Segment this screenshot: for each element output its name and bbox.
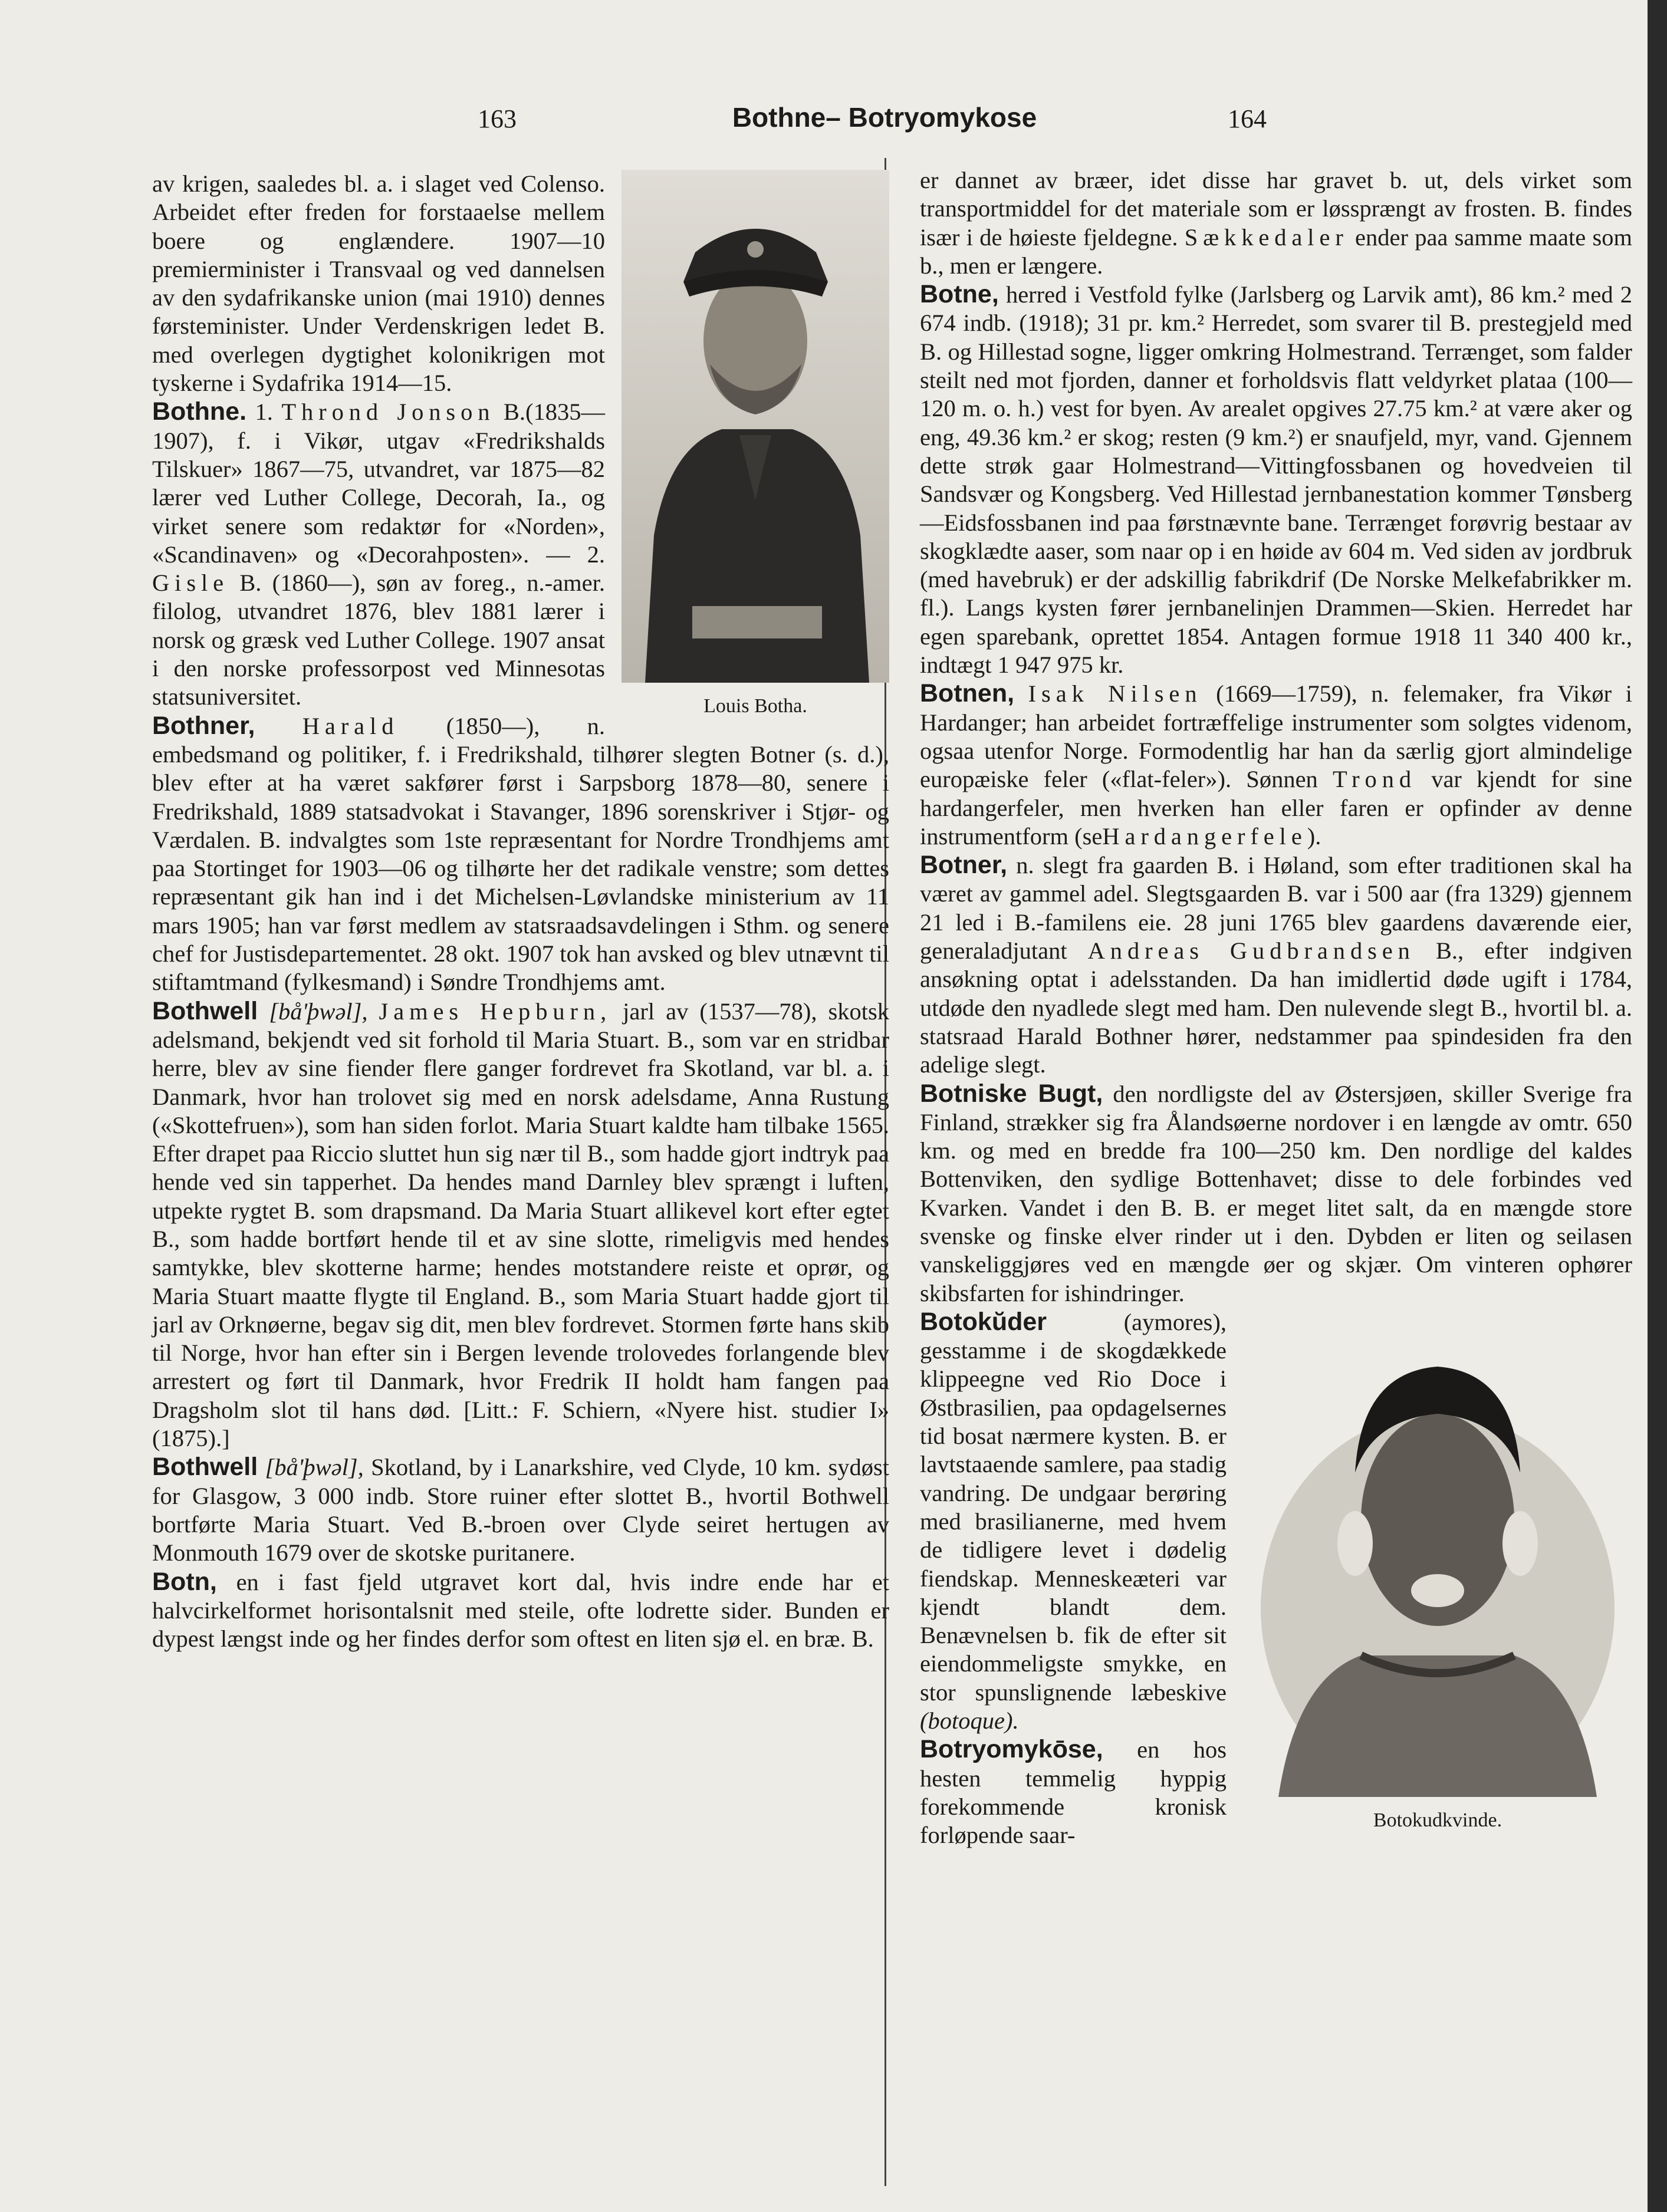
spaced-name: Harald — [302, 712, 399, 739]
entry-headword: Botniske Bugt, — [920, 1079, 1103, 1108]
spaced-name: James Hepburn, — [379, 998, 612, 1025]
entry-botner: Botner, n. slegt fra gaarden B. i Høland, som efter traditionen skal ha været av gammel adel. Slegtsgaarden B. var i 500 aar (fra 1329) gjennem 21 led i B.-familens eie. 28 juni 1765 blev gaardens daværende eier, generaladjutant Andreas Gudbrandsen B., efter indgiven ansøkning optat i adelsstanden. Da han imidlertid døde ugift i 1784, utdøde den nyadlede slegt med ham. Den nulevende slegt B., hvortil bl. a. statsraad Harald Bothner hører, nedstammer paa spindesiden fra den adelige slegt. — [920, 851, 1633, 1078]
spaced-term: Sækkedaler — [1184, 223, 1349, 251]
figure-louis-botha — [622, 170, 889, 719]
spaced-name: Gisle — [152, 570, 229, 597]
entry-botniske-bugt: Botniske Bugt, den nordligste del av Østersjøen, skiller Sverige fra Finland, strækker sig fra Ålandsøerne nordover i en længde av omtr. 650 km. og med en bredde fra 100—250 km. Den nordlige del kaldes Bottenviken, den sydlige Bottenhavet; disse to dele forbindes ved Kvarken. Vandet i den B. B. er meget litet salt, da en mængde store svenske og finske elver rinder ut i den. Dybden er liten og seilasen vanskeliggjøres ved en mængde øer og skjær. Om vinteren ophører skibsfarten for ishindringer. — [920, 1079, 1632, 1306]
entry-botnen: Botnen, Isak Nilsen (1669—1759), n. felemaker, fra Vikør i Hardanger; han arbeidet fortræffelige instrumenter som solgtes videnom, ogsaa utenfor Norge. Formodentlig har han da særlig gjort almindelige europæiske feler («flat-feler»). Sønnen Trond var kjendt for sine hardangerfeler, men hverken han eller faren er opfinder av denne instrumentform (seHardangerfele). — [920, 679, 1633, 850]
entry-bothne: Bothne. 1. Thrond Jonson B.(1835—1907), f. i Vikør, utgav «Fredrikshalds Tilskuer» 1867—75, utvandret, var 1875—82 lærer ved Luther College, Decorah, Ia., og virket senere som redaktør for «Norden», «Scandinaven» og «Decorahposten». — 2. Gisle B. (1860—), søn av foreg., n.-amer. filolog, utvandret 1876, blev 1881 lærer i norsk og græsk ved Luther College. 1907 ansat i den norske professorpost ved Minnesotas statsuniversitet. — [152, 397, 606, 710]
entry-headword: Bothne. — [152, 397, 247, 426]
entry-continuation: av krigen, saaledes bl. a. i slaget ved Colenso. Arbeidet efter freden for forstaaelse mellem boere og englændere. 1907—10 premierminister i Transvaal og ved dannelsen av den sydafrikanske union (mai 1910) dennes førsteminister. Under Verdenskrigen ledet B. med overlegen dygtighet kolonikrigen mot tyskerne i Sydafrika 1914—15. — [152, 170, 605, 397]
spaced-name: Trond — [1332, 766, 1417, 793]
portrait-photo — [622, 170, 889, 683]
spaced-name: Andreas Gudbrandsen — [1087, 937, 1415, 965]
entry-headword: Botner, — [920, 851, 1008, 880]
entry-continuation: er dannet av bræer, idet disse har gravet b. ut, dels virket som transportmiddel for det materiale som er løssprængt av frosten. B. findes især i de høieste fjeldegne. Sækkedaler ender paa samme maate som b., men er længere. — [920, 167, 1633, 279]
spaced-name: Thrond Jonson — [281, 399, 495, 426]
entry-headword: Botokŭder — [920, 1307, 1047, 1336]
left-column — [152, 170, 889, 1653]
figure-caption-botokud: Botokudkvinde. — [1373, 1809, 1502, 1831]
page-header — [0, 104, 1667, 139]
spaced-name: Isak Nilsen — [1028, 680, 1202, 707]
entry-bothwell-person: Bothwell [bå'þwəl], James Hepburn, jarl av (1537—78), skotsk adelsmand, bekjendt ved sit forhold til Maria Stuart. B., som var en stridbar herre, blev av sine fiender flere ganger fordrevet fra Skotland, var bl. a. i Danmark, hvor han trolovet sig med en norsk adelsdame, Anna Rustung («Skottefruen»), som han siden forlot. Maria Stuart kaldte ham tilbake 1565. Efter drapet paa Riccio sluttet hun sig nær til B., som hadde gjort indtryk paa hende ved sin tapperhet. Da hendes mand Darnley blev sprængt i luften, utpekte rygtet B. som drapsmand. Da Maria Stuart allikevel kort efter egtet B., som hadde bortført hende til et av sine slotte, rimeligvis med hendes samtykke, blev skotterne harme; hendes motstandere reiste et oprør, og Maria Stuart maatte flygte til England. B., som Maria Stuart hadde gjort til jarl av Orknøerne, begav sig dit, men blev fordrevet. Stormen førte hans skib til Norge, hvor han efter sin i Bergen levende trolovedes forlangende blev arrestert og ført til Danmark, hvor Fredrik II holdt ham fangen paa Dragsholm slot til hans død. [Litt.: F. Schiern, «Nyere hist. studier I» (1875).] — [152, 996, 890, 1452]
entry-botokuder: Botokŭder (aymores), gesstamme i de skogdækkede klippeegne ved Rio Doce i Østbrasilien, paa opdagelsernes tid bosat nærmere kysten. B. er lavtstaaende samlere, paa stadig vandring. De undgaar berøring med brasilianerne, med hvem de tidligere levet i dødelig fiendskap. Menneskeæteri var kjendt blandt dem. Benævnelsen b. fik de efter sit eiendommeligste smykke, en stor spunslignende læbeskive (botoque). — [920, 1307, 1227, 1734]
running-title: Bothne– Botryomykose — [732, 102, 1037, 133]
page-number-right: 164 — [1228, 104, 1267, 133]
right-column — [920, 166, 1632, 1850]
entry-botne: Botne, herred i Vestfold fylke (Jarlsberg og Larvik amt), 86 km.² med 2 674 indb. (1918); 31 pr. km.² Herredet, som svarer til B. prestegjeld med B. og Hillestad sogne, ligger omkring Holmestrand. Terrænget, som falder steilt ned mot fjorden, danner et forholdsvis flatt veldyrket plataa (100—120 m. o. h.) vest for byen. Av arealet opgives 27.75 km.² at være aker og eng, 49.36 km.² er skog; resten (9 km.²) er snaufjeld, myr, vand. Gjennem dette strøk gaar Holmestrand—Vittingfossbanen og hovedveien til Sandsvær og Kongsberg. Ved Hillestad jernbanestation kommer Tønsberg—Eidsfossbanen ind paa førstnævnte bane. Terrænget forøvrig bestaar av skogklædte aaser, som naar op i en høide av 604 m. Ved siden av jordbruk (med havebruk) er der adskillig fabrikdrif (De Norske Melkefabrikker m. fl.). Langs kysten fører jernbanelinjen Drammen—Skien. Herredet har egen sparebank, oprettet 1854. Antagen formue 1918 11 340 400 kr., indtægt 1 947 975 kr. — [920, 280, 1632, 679]
entry-bothwell-town: Bothwell [bå'þwəl], Skotland, by i Lanarkshire, ved Clyde, 10 km. sydøst for Glasgow, 3 000 indb. Store ruiner efter slottet B., hvortil Bothwell bortførte Maria Stuart. Ved B.-broen over Clyde seiret hertugen av Monmouth 1679 over de skotske puritanere. — [152, 1453, 890, 1566]
pronunciation: [bå'þwəl], — [265, 1454, 364, 1481]
entry-botryomykose: Botryomykōse, en hos hesten temmelig hyppig forekommende kronisk forløpende saar- — [920, 1735, 1227, 1849]
entry-headword: Botne, — [920, 280, 999, 309]
portrait-photo — [1243, 1325, 1632, 1797]
entry-headword: Bothwell — [152, 1453, 258, 1482]
entry-headword: Botn, — [152, 1567, 217, 1596]
entry-botn: Botn, en i fast fjeld utgravet kort dal, hvis indre ende har et halvcirkelformet horisontalsnit med steile, ofte lodrette sider. Bunden er dypest længst inde og her findes derfor som oftest en liten sjø el. en bræ. B. — [152, 1567, 890, 1653]
entry-headword: Bothner, — [152, 711, 255, 740]
figure-botokud-woman — [1243, 1325, 1632, 1834]
scan-edge — [1648, 0, 1667, 2212]
page-number-left: 163 — [478, 104, 517, 133]
entry-headword: Botnen, — [920, 679, 1015, 708]
pronunciation: [bå'þwəl], — [269, 998, 368, 1025]
entry-bothner: Bothner, Harald (1850—), n. embedsmand og politiker, f. i Fredrikshald, tilhører slegten Botner (s. d.), blev efter at ha været sakfører først i Sarpsborg 1878—80, senere i Fredrikshald, 1889 statsadvokat i Stavanger, 1896 sorenskriver i Stjør- og Værdalen. B. indvalgtes som 1ste repræsentant for Nordre Trondhjems amt paa Stortinget for 1903—06 og tilhørte her det radikale venstre; som dettes repræsentant gik han ind i det Michelsen-Løvlandske ministerium av 11 mars 1905; han var først medlem av statsraadsavdelingen i Sthm. og senere chef for Justisdepartementet. 28 okt. 1907 tok han avsked og blev utnævnt til stiftamtmand (fylkesmand) i Søndre Trondhjems amt. — [152, 711, 889, 996]
italic-term: (botoque). — [920, 1707, 1019, 1734]
cross-reference: Hardangerfele — [1102, 822, 1307, 850]
figure-caption-botha: Louis Botha. — [703, 695, 807, 717]
entry-headword: Bothwell — [152, 996, 258, 1025]
entry-headword: Botryomykōse, — [920, 1735, 1103, 1764]
